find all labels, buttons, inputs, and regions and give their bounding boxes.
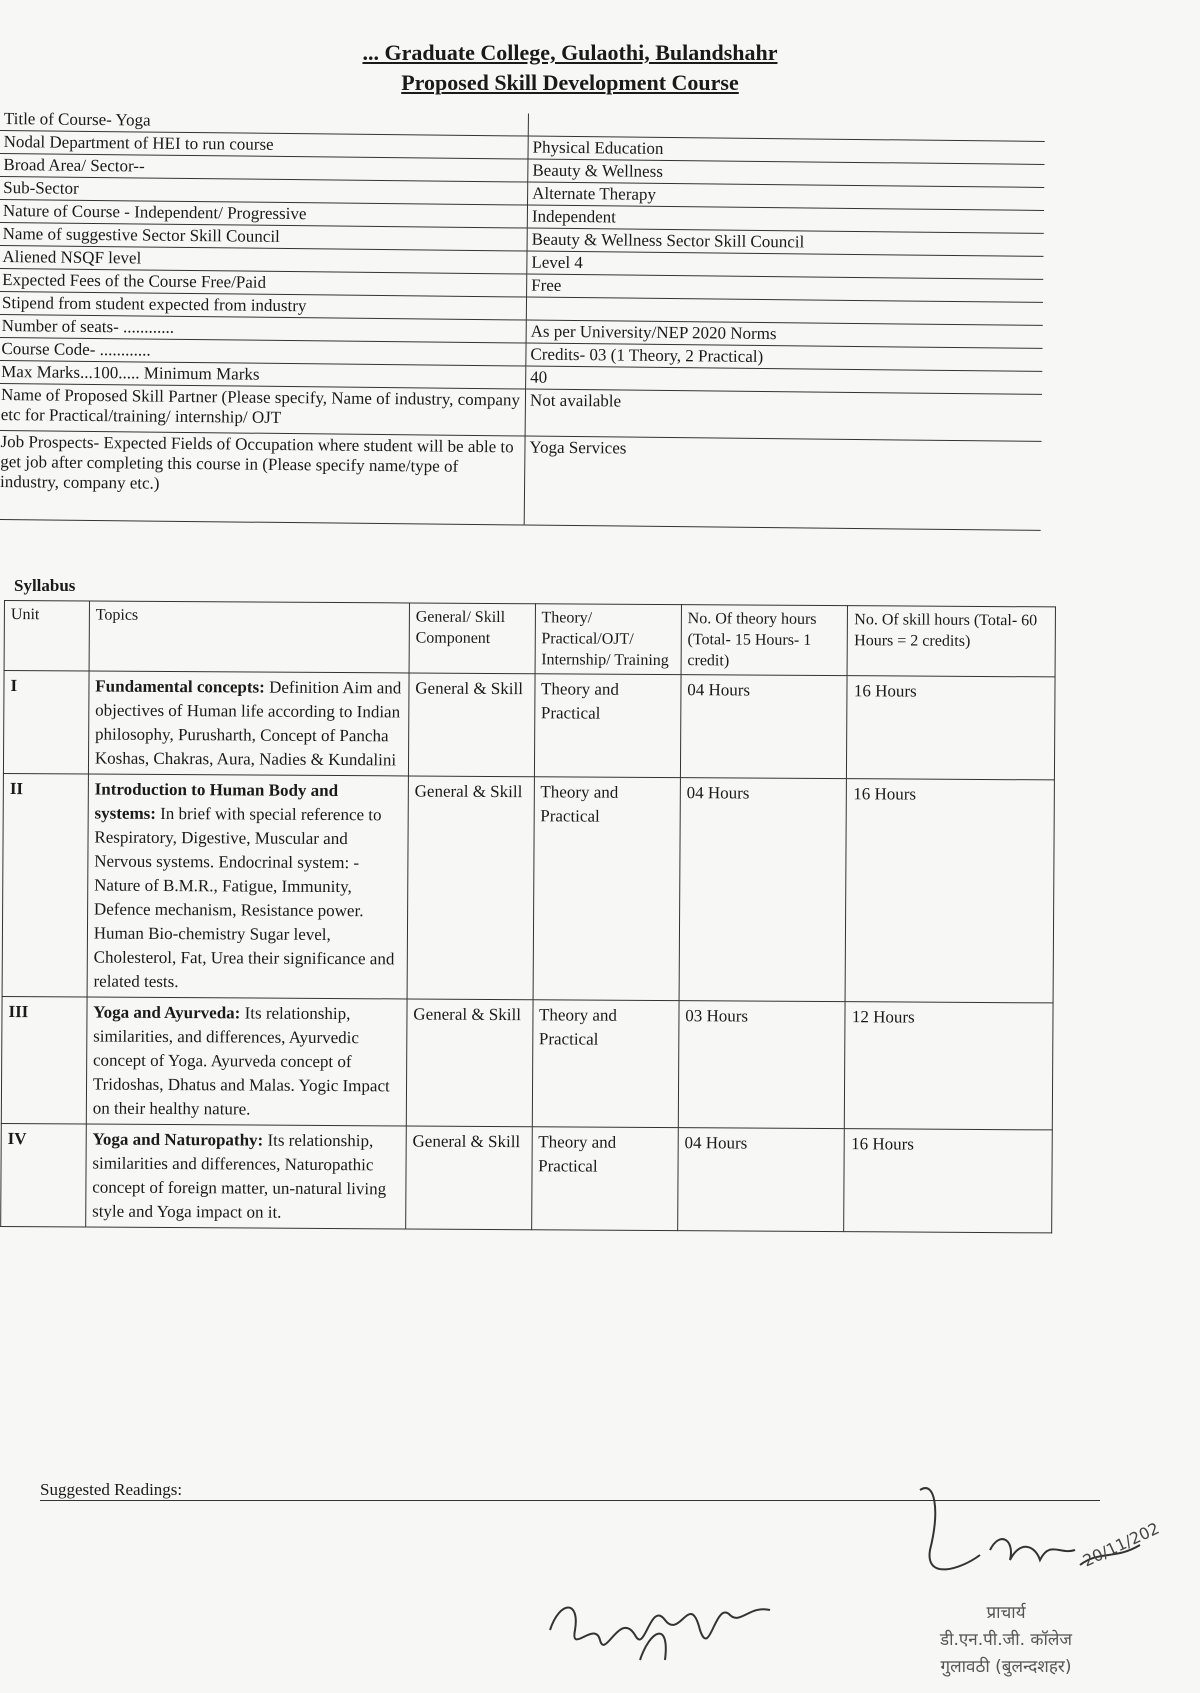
topic-body: Definition Aim and objectives of Human life according to Indian philosophy, Purusharth, Concept of Pancha Koshas, Chakras, Aura, Nadies & Kundalini bbox=[94, 677, 402, 770]
info-label: Name of suggestive Sector Skill Council bbox=[0, 222, 527, 251]
column-header-unit: Unit bbox=[4, 601, 89, 672]
column-header-topics: Topics bbox=[89, 601, 409, 673]
skill-hours-cell: 16 Hours bbox=[847, 676, 1055, 780]
theory-hours-cell: 04 Hours bbox=[677, 1128, 844, 1232]
skill-hours-cell: 12 Hours bbox=[845, 1002, 1053, 1130]
info-value: Not available bbox=[525, 389, 1042, 441]
info-label: Title of Course- Yoga bbox=[0, 108, 528, 136]
syllabus-row bbox=[2, 773, 1054, 1002]
info-label: Expected Fees of the Course Free/Paid bbox=[0, 268, 527, 297]
info-label: Aliened NSQF level bbox=[0, 245, 527, 274]
syllabus-heading: Syllabus bbox=[14, 576, 76, 595]
info-value: Beauty & Wellness Sector Skill Council bbox=[527, 228, 1044, 256]
info-label: Nature of Course - Independent/ Progressive bbox=[0, 199, 528, 228]
topic-title: Yoga and Naturopathy: bbox=[92, 1129, 264, 1150]
type-cell: Theory and Practical bbox=[532, 1000, 679, 1128]
column-header-skill-hours: No. Of skill hours (Total- 60 Hours = 2 credits) bbox=[847, 606, 1055, 677]
info-value: 40 bbox=[526, 366, 1043, 394]
column-header-theory-hours: No. Of theory hours (Total- 15 Hours- 1 credit) bbox=[681, 605, 848, 676]
info-value: Yoga Services bbox=[524, 436, 1041, 530]
info-label: Nodal Department of HEI to run course bbox=[0, 130, 528, 159]
unit-number: IV bbox=[1, 1123, 86, 1227]
course-info-table bbox=[0, 108, 1045, 531]
column-header-type: Theory/ Practical/OJT/ Internship/ Training bbox=[535, 604, 682, 675]
syllabus-row bbox=[1, 996, 1053, 1129]
type-cell: Theory and Practical bbox=[533, 777, 681, 1001]
college-name: ... Graduate College, Gulaothi, Bulandshahr bbox=[362, 40, 778, 65]
principal-stamp bbox=[940, 1600, 1072, 1681]
info-value: Beauty & Wellness bbox=[528, 159, 1045, 187]
info-value: Physical Education bbox=[528, 136, 1045, 164]
signature-date: 20/11/202 bbox=[1079, 1518, 1163, 1571]
info-label: Sub-Sector bbox=[0, 176, 528, 205]
skill-hours-cell: 16 Hours bbox=[845, 779, 1054, 1003]
info-label: Stipend from student expected from industry bbox=[0, 291, 527, 320]
info-value: As per University/NEP 2020 Norms bbox=[526, 320, 1043, 348]
suggested-readings: Suggested Readings: bbox=[40, 1480, 1100, 1501]
stamp-line: डी.एन.पी.जी. कॉलेज bbox=[940, 1630, 1073, 1650]
type-cell: Theory and Practical bbox=[534, 674, 681, 778]
syllabus-row bbox=[3, 671, 1055, 780]
topic-body: Its relationship, similarities, and differences, Ayurvedic concept of Yoga. Ayurveda concept of Tridoshas, Dhatus and Malas. Yogic Impact on their healthy nature. bbox=[92, 1003, 390, 1119]
topic-title: Fundamental concepts: bbox=[95, 676, 265, 697]
document-title: Proposed Skill Development Course bbox=[401, 70, 739, 95]
info-label: Number of seats- ............ bbox=[0, 314, 526, 343]
info-label: Max Marks...100..... Minimum Marks bbox=[0, 360, 526, 389]
skill-hours-cell: 16 Hours bbox=[844, 1129, 1052, 1233]
info-value: Credits- 03 (1 Theory, 2 Practical) bbox=[526, 343, 1043, 371]
topic-cell bbox=[86, 997, 407, 1126]
topic-cell bbox=[87, 774, 408, 999]
component-cell: General & Skill bbox=[407, 776, 534, 1000]
info-label: Broad Area/ Sector-- bbox=[0, 153, 528, 182]
syllabus-table bbox=[0, 600, 1056, 1233]
topic-title: Introduction to Human Body and systems: bbox=[94, 779, 339, 823]
info-value: Independent bbox=[527, 205, 1044, 233]
unit-number: I bbox=[3, 671, 88, 775]
theory-hours-cell: 04 Hours bbox=[679, 778, 847, 1002]
theory-hours-cell: 04 Hours bbox=[680, 675, 847, 779]
info-value: Level 4 bbox=[527, 251, 1044, 279]
handwritten-signature-left bbox=[540, 1560, 780, 1680]
info-row bbox=[0, 430, 1042, 530]
info-label: Name of Proposed Skill Partner (Please specify, Name of industry, company etc for Practical/training/ internship/ OJT bbox=[0, 383, 526, 436]
unit-number: II bbox=[2, 773, 88, 997]
theory-hours-cell: 03 Hours bbox=[678, 1001, 845, 1129]
stamp-line: प्राचार्य bbox=[986, 1603, 1026, 1623]
topic-title: Yoga and Ayurveda: bbox=[93, 1002, 241, 1023]
column-header-component: General/ Skill Component bbox=[409, 603, 535, 674]
stamp-line: गुलावठी (बुलन्दशहर) bbox=[940, 1657, 1072, 1677]
info-value: Free bbox=[527, 274, 1044, 302]
info-value: Alternate Therapy bbox=[528, 182, 1045, 210]
component-cell: General & Skill bbox=[406, 1126, 532, 1230]
component-cell: General & Skill bbox=[406, 999, 533, 1127]
component-cell: General & Skill bbox=[408, 673, 534, 777]
document-header bbox=[260, 40, 880, 96]
info-label: Job Prospects- Expected Fields of Occupation where student will be able to get job after completing this course in (Please specify name/type of industry, company etc.) bbox=[0, 430, 525, 525]
unit-number: III bbox=[1, 996, 87, 1124]
topic-cell bbox=[88, 671, 409, 776]
topic-body: In brief with special reference to Respiratory, Digestive, Muscular and Nervous systems. Endocrinal system: -Nature of B.M.R., Fatigue, Immunity, Defence mechanism, Resistance power. Human Bio-chemistry Sugar level, Cholesterol, Fat, Urea their significance and related tests. bbox=[93, 803, 395, 992]
info-label: Course Code- ............ bbox=[0, 337, 526, 366]
topic-cell bbox=[86, 1124, 407, 1229]
type-cell: Theory and Practical bbox=[531, 1127, 678, 1231]
syllabus-header-row bbox=[4, 601, 1055, 677]
syllabus-row bbox=[1, 1123, 1053, 1232]
topic-body: Its relationship, similarities and differences, Naturopathic concept of foreign matter, un-natural living style and Yoga impact on it. bbox=[92, 1130, 387, 1222]
